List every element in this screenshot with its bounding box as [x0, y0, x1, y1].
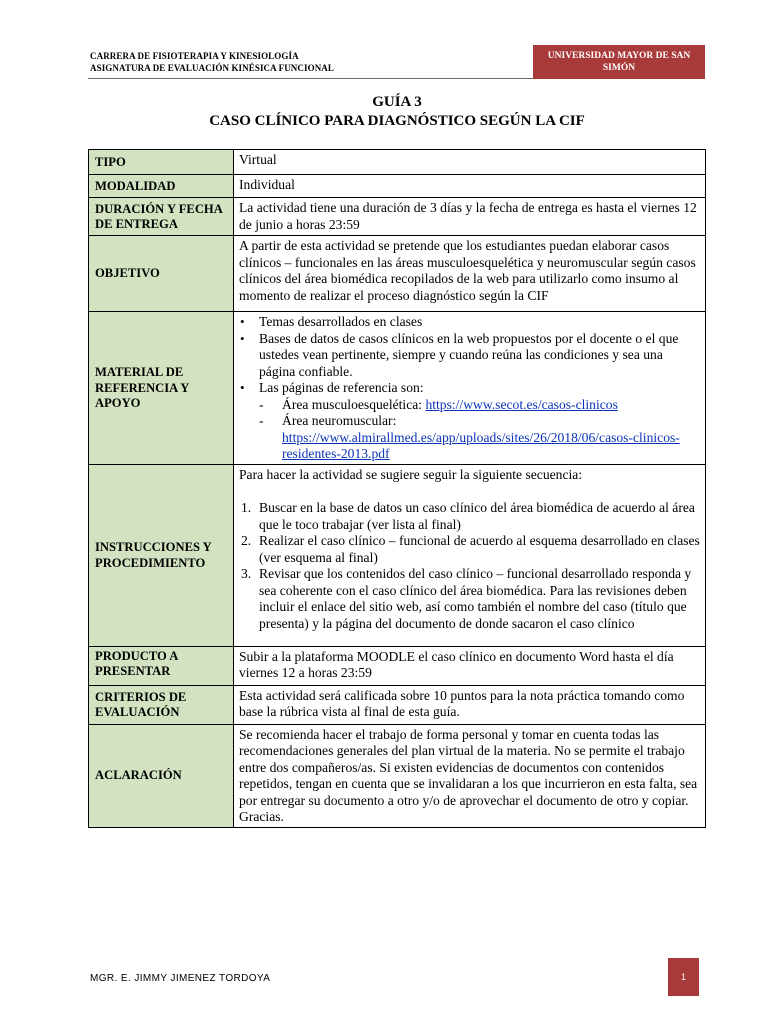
- list-item: • Temas desarrollados en clases: [259, 314, 700, 331]
- page-number-badge: [668, 958, 699, 996]
- list-item: [282, 413, 700, 463]
- table-row: [89, 150, 706, 175]
- university-badge: [533, 45, 705, 79]
- list-item: [241, 566, 700, 632]
- list-item: [241, 500, 700, 533]
- university-name: UNIVERSIDAD MAYOR DE SAN SIMÓN: [547, 51, 691, 73]
- row-label-instrucciones: INSTRUCCIONES Y PROCEDIMIENTO: [89, 464, 234, 646]
- row-value-producto: Subir a la plataforma MOODLE el caso clínico en documento Word hasta el día viernes 12 a horas 23:59: [234, 646, 706, 685]
- header-career: CARRERA DE FISIOTERAPIA Y KINESIOLOGÍA: [90, 51, 299, 61]
- material-list: [239, 314, 700, 463]
- musculoskeletal-cases-link[interactable]: https://www.secot.es/casos-clinicos: [425, 396, 618, 412]
- row-value-criterios: Esta actividad será calificada sobre 10 puntos para la nota práctica tomando como base la rúbrica vista al final de esta guía.: [234, 685, 706, 724]
- spacer: [239, 483, 700, 500]
- step-text: Realizar el caso clínico – funcional de acuerdo al esquema desarrollado en clases (ver esquema al final): [259, 533, 700, 565]
- table-row: [89, 646, 706, 685]
- activity-table: [88, 149, 706, 828]
- step-text: Revisar que los contenidos del caso clínico – funcional desarrollado responda y sea coherente con el caso clínico del área biomédica. Para las revisiones deben incluir el enlace del sitio web, así como también el nombre del caso (título que presenta) y la página del documento de donde sacaron el caso clínico: [259, 566, 692, 631]
- table-row: [89, 685, 706, 724]
- list-item: [259, 380, 700, 463]
- instructions-intro: Para hacer la actividad se sugiere seguir la siguiente secuencia:: [239, 466, 583, 482]
- footer-author: MGR. E. JIMMY JIMENEZ TORDOYA: [90, 973, 271, 984]
- row-label-material: MATERIAL DE REFERENCIA Y APOYO: [89, 312, 234, 465]
- step-number: 1.: [241, 500, 252, 515]
- neuromuscular-area-label: Área neuromuscular:: [282, 413, 397, 428]
- header-course-info: [90, 50, 334, 74]
- row-value-objetivo: A partir de esta actividad se pretende que los estudiantes puedan elaborar casos clínicos – funcionales en las áreas musculoesquelética y neuromuscular según casos clínicos del área biomédica recopilados de la web para utilizarlo como insumo al momento de realizar el proceso diagnóstico según la CIF: [234, 236, 706, 312]
- header-subject: ASIGNATURA DE EVALUACIÓN KINÉSICA FUNCIONAL: [90, 63, 335, 73]
- table-row: [89, 198, 706, 236]
- table-row: [89, 464, 706, 646]
- table-row: [89, 312, 706, 465]
- guide-number: GUÍA 3: [372, 94, 422, 110]
- table-row: [89, 724, 706, 827]
- table-row: [89, 236, 706, 312]
- list-item: • Bases de datos de casos clínicos en la web propuestos por el docente o el que ustedes vean pertinente, siempre y cuando reúna las condiciones y sea una página confiable.: [259, 331, 700, 381]
- row-label-criterios: CRITERIOS DE EVALUACIÓN: [89, 685, 234, 724]
- row-value-material: [234, 312, 706, 465]
- row-label-producto: PRODUCTO A PRESENTAR: [89, 646, 234, 685]
- list-item-text: Las páginas de referencia son:: [259, 380, 424, 395]
- row-label-objetivo: OBJETIVO: [89, 236, 234, 312]
- row-label-aclaracion: ACLARACIÓN: [89, 724, 234, 827]
- row-label-tipo: TIPO: [89, 150, 234, 175]
- header-divider: [88, 78, 534, 79]
- neuromuscular-cases-link[interactable]: https://www.almirallmed.es/app/uploads/sites/26/2018/06/casos-clinicos-residentes-2013.pdf: [282, 429, 680, 461]
- step-number: 2.: [241, 533, 252, 548]
- row-value-modalidad: Individual: [234, 175, 706, 198]
- table-row: [89, 175, 706, 198]
- row-value-aclaracion: Se recomienda hacer el trabajo de forma personal y tomar en cuenta todas las recomendaciones generales del plan virtual de la materia. No se permite el trabajo entre dos compañeros/as. Si existen evidencias de documentos con contenidos repetidos, tengan en cuenta que se invalidaran a los que incurrieron en esta falta, sea por entregar su documento a otro y/o de aprovechar el documento de otro y copiar. Gracias.: [234, 724, 706, 827]
- reference-sublist: [259, 397, 700, 463]
- row-value-instrucciones: [234, 464, 706, 646]
- instructions-steps: [239, 500, 700, 632]
- row-label-duracion: DURACIÓN Y FECHA DE ENTREGA: [89, 198, 234, 236]
- step-text: Buscar en la base de datos un caso clínico del área biomédica de acuerdo al área que le toco trabajar (ver lista al final): [259, 500, 695, 532]
- step-number: 3.: [241, 566, 252, 581]
- musculoskeletal-area-label: Área musculoesquelética:: [282, 396, 426, 412]
- row-value-tipo: Virtual: [234, 150, 706, 175]
- list-item: [241, 533, 700, 566]
- guide-title: CASO CLÍNICO PARA DIAGNÓSTICO SEGÚN LA CIF: [209, 113, 585, 129]
- page-number: 1: [680, 972, 686, 982]
- row-label-modalidad: MODALIDAD: [89, 175, 234, 198]
- row-value-duracion: La actividad tiene una duración de 3 días y la fecha de entrega es hasta el viernes 12 de junio a horas 23:59: [234, 198, 706, 236]
- list-item: [282, 397, 700, 414]
